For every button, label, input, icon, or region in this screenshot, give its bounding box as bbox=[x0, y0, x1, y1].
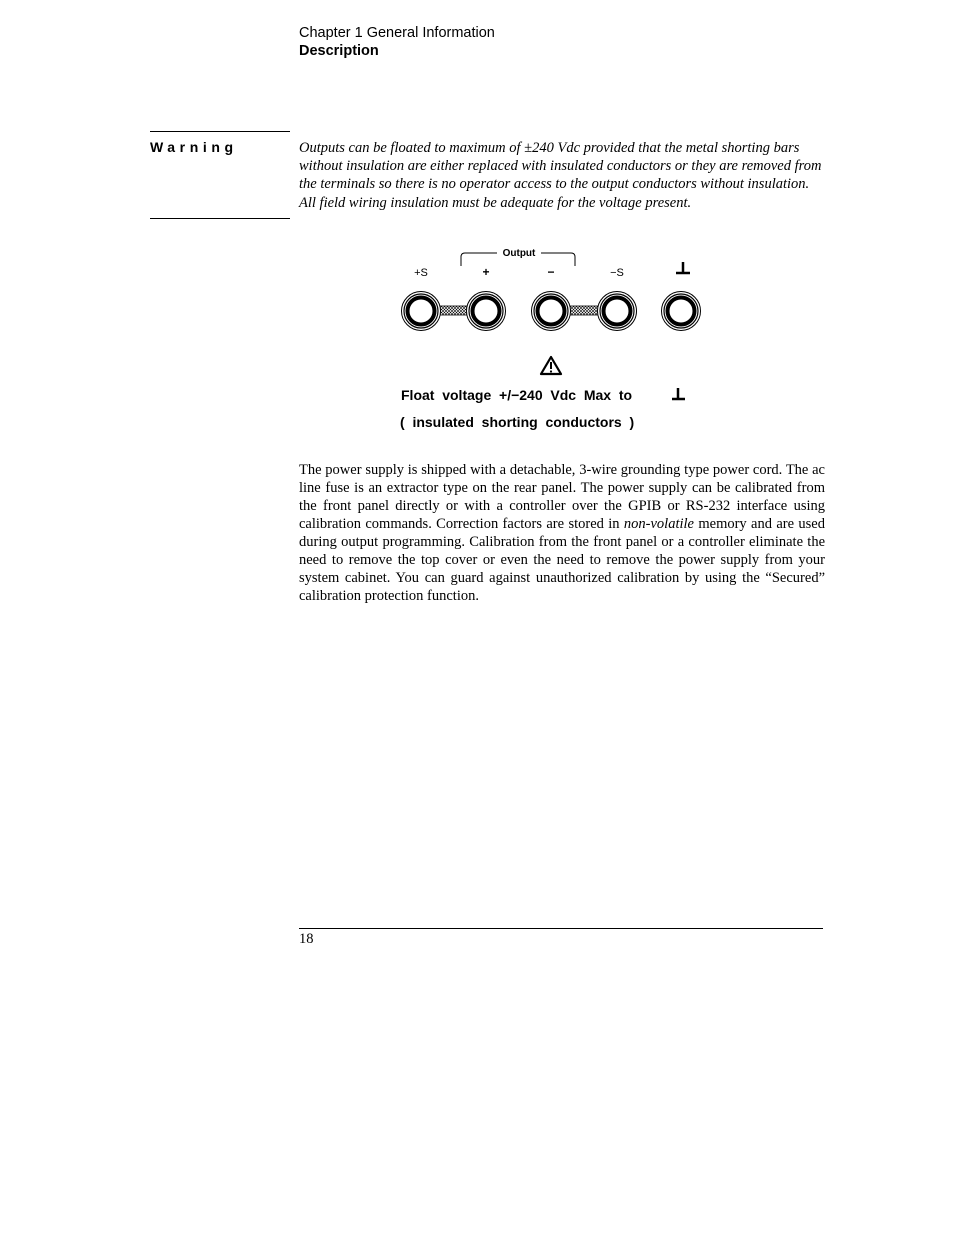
warning-top-rule bbox=[150, 131, 290, 132]
description-emphasis: non-volatile bbox=[623, 516, 694, 532]
terminal-label-plus: + bbox=[482, 265, 490, 279]
warning-bottom-rule bbox=[150, 218, 290, 219]
terminal-chassis-ground bbox=[662, 292, 701, 331]
description-part-2: memory and are used during output programming. Calibration from the front panel or a controller eliminate the need to remove the top cover or even the need to remove the power supply from your system cabinet. You can guard against unauthorized calibration by using the “Secured” calibration protection function. bbox=[299, 516, 825, 604]
shorting-bar-positive bbox=[439, 306, 469, 315]
terminal-label-minus-sense: −S bbox=[610, 267, 624, 279]
chapter-title: Chapter 1 General Information bbox=[299, 25, 495, 41]
terminal-label-plus-sense: +S bbox=[414, 267, 428, 279]
description-part-1: The power supply is shipped with a detachable, 3-wire grounding type power cord. The ac line fuse is an extractor type on the rear panel. The power supply can be calibrated from the front panel directly or with a controller over the GPIB or RS-232 interface using calibration commands. Correction factors are stored in bbox=[299, 462, 825, 532]
footer-rule bbox=[299, 928, 823, 929]
output-label: Output bbox=[502, 248, 536, 259]
page-number: 18 bbox=[299, 931, 314, 947]
section-title: Description bbox=[299, 43, 379, 59]
terminal-plus-sense bbox=[402, 292, 441, 331]
terminal-minus bbox=[532, 292, 571, 331]
terminal-plus bbox=[467, 292, 506, 331]
running-header bbox=[299, 24, 495, 60]
output-terminals-figure bbox=[395, 242, 715, 442]
float-voltage-text: Float voltage +/−240 Vdc Max to bbox=[401, 387, 633, 403]
caution-triangle-icon bbox=[541, 357, 561, 374]
terminal-label-minus: − bbox=[547, 265, 555, 279]
float-ground-icon bbox=[672, 388, 685, 399]
insulated-conductors-text: ( insulated shorting conductors ) bbox=[400, 414, 635, 430]
terminal-minus-sense bbox=[598, 292, 637, 331]
chassis-ground-icon bbox=[676, 262, 690, 273]
description-paragraph bbox=[299, 461, 825, 605]
warning-label: Warning bbox=[150, 139, 238, 155]
warning-text: Outputs can be floated to maximum of ±240 Vdc provided that the metal shorting bars without insulation are either replaced with insulated conductors or they are removed from the terminals so there is no operator access to the output conductors without insulation. All field wiring insulation must be adequate for the voltage present. bbox=[299, 140, 822, 211]
shorting-bar-negative bbox=[569, 306, 599, 315]
